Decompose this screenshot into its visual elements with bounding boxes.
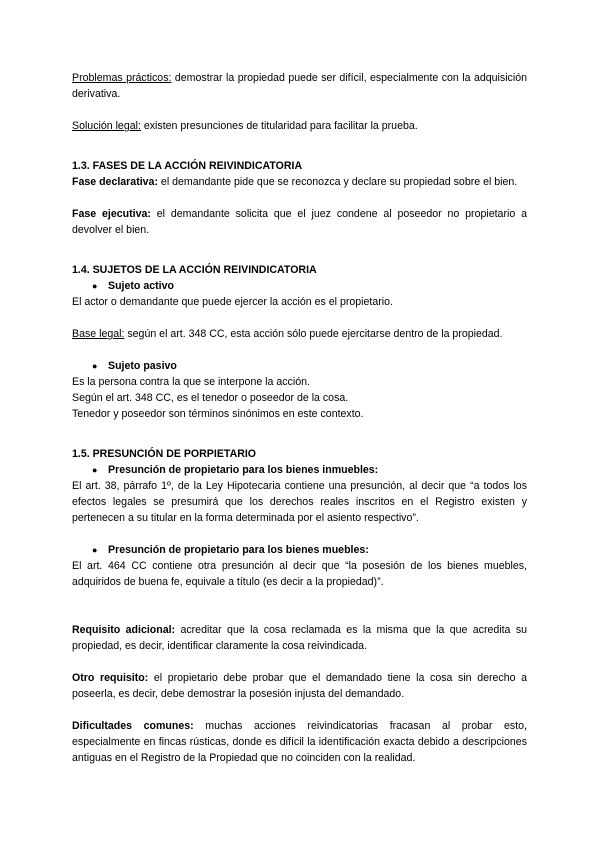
text-dificultades: muchas acciones reivindicatorias fracasan al probar esto, especialmente en fincas rústicas, donde es difícil la identificación exacta debido a descripciones antiguas en el Registro de la Propiedad que no coinciden con la realidad. [72,720,527,764]
bullet-title-activo: Sujeto activo [108,280,174,292]
paragraph-base-legal [72,326,527,342]
text-requisito-adicional: acreditar que la cosa reclamada es la misma que la que acredita su propiedad, es decir, identificar claramente la cosa reivindicada. [72,624,528,652]
document-page [72,70,527,766]
label-otro-requisito: Otro requisito: [72,672,149,684]
bullet-dot-icon: ● [92,361,98,371]
paragraph-solucion [72,118,527,134]
label-fase-declarativa: Fase declarativa: [72,176,158,188]
text-fase-declarativa: el demandante pide que se reconozca y declare su propiedad sobre el bien. [157,176,518,188]
text-base-legal: según el art. 348 CC, esta acción sólo puede ejercitarse dentro de la propiedad. [124,328,503,340]
text-pasivo-line: Tenedor y poseedor son términos sinónimos en este contexto. [72,408,364,420]
bullet-title-pasivo: Sujeto pasivo [108,360,177,372]
label-requisito-adicional: Requisito adicional: [72,624,176,636]
label-solucion: Solución legal: [72,120,141,132]
text-sujeto-activo: El actor o demandante que puede ejercer la acción es el propietario. [72,296,393,308]
bullet-title-inmuebles: Presunción de propietario para los bienes inmuebles: [108,464,379,476]
heading-1-4: 1.4. SUJETOS DE LA ACCIÓN REIVINDICATORIA [72,264,317,276]
bullet-sujeto-activo [72,278,527,294]
text-pasivo-line: Según el art. 348 CC, es el tenedor o poseedor de la cosa. [72,392,349,404]
paragraph-problemas [72,70,527,102]
paragraph-fase-declarativa [72,174,527,190]
label-problemas: Problemas prácticos: [72,72,172,84]
text-otro-requisito: el propietario debe probar que el demandado tiene la cosa sin derecho a poseerla, es decir, debe demostrar la posesión injusta del demandado. [72,672,527,700]
paragraph-otro-requisito [72,670,527,702]
paragraph-fase-ejecutiva [72,206,527,238]
label-base-legal: Base legal: [72,328,125,340]
bullet-inmuebles [72,462,527,478]
bullet-dot-icon: ● [92,281,98,291]
text-fase-ejecutiva: el demandante solicita que el juez condene al poseedor no propietario a devolver el bien. [72,208,527,236]
heading-1-5: 1.5. PRESUNCIÓN DE PORPIETARIO [72,448,257,460]
bullet-dot-icon: ● [92,545,98,555]
text-pasivo-line: Es la persona contra la que se interpone la acción. [72,376,310,388]
text-problemas: demostrar la propiedad puede ser difícil, especialmente con la adquisición derivativa. [72,72,527,100]
text-solucion: existen presunciones de titularidad para facilitar la prueba. [140,120,418,132]
bullet-muebles [72,542,527,558]
label-dificultades: Dificultades comunes: [72,720,194,732]
bullet-title-muebles: Presunción de propietario para los bienes muebles: [108,544,369,556]
text-inmuebles: El art. 38, párrafo 1º, de la Ley Hipotecaria contiene una presunción, al decir que “a todos los efectos legales se presumirá que los derechos reales inscritos en el Registro existen y pertenecen a su titular en la forma determinada por el asiento respectivo”. [72,480,527,524]
heading-1-3: 1.3. FASES DE LA ACCIÓN REIVINDICATORIA [72,160,303,172]
paragraph-dificultades [72,718,527,766]
paragraph-requisito-adicional [72,622,527,654]
bullet-sujeto-pasivo [72,358,527,374]
label-fase-ejecutiva: Fase ejecutiva: [72,208,151,220]
text-muebles: El art. 464 CC contiene otra presunción al decir que “la posesión de los bienes muebles, adquiridos de buena fe, equivale a título (es decir a la propiedad)”. [72,560,527,588]
bullet-dot-icon: ● [92,465,98,475]
